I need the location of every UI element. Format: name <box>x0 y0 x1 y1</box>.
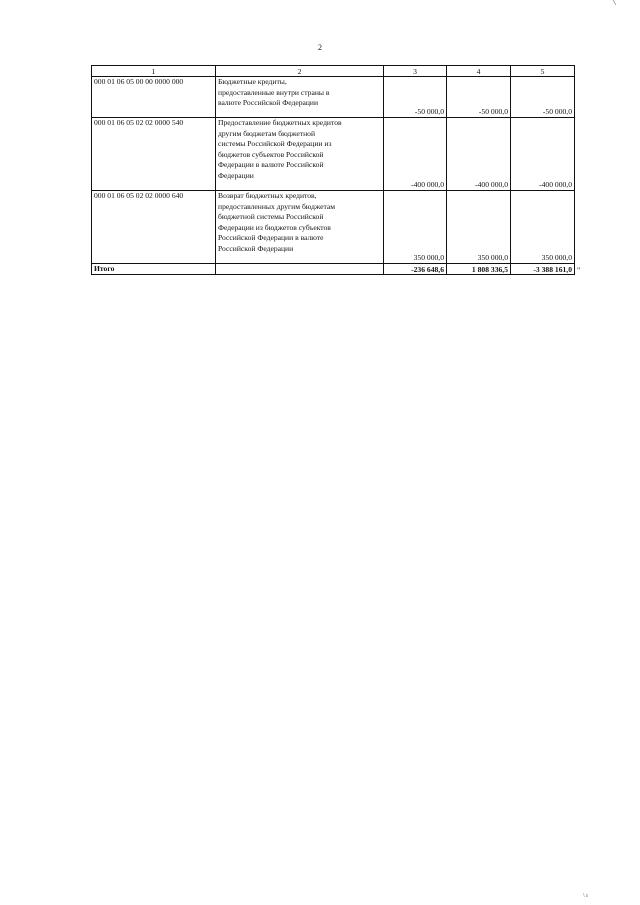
row-description: Возврат бюджетных кредитов, предоставленных другим бюджетам бюджетной системы Российской Федерации из бюджетов субъектов Российской Федерации в валюте Российской Федерации <box>216 191 384 264</box>
total-year-1: -236 648,6 <box>384 264 447 275</box>
closing-quote-mark: " <box>577 266 581 275</box>
value-year-1: -50 000,0 <box>384 77 447 118</box>
scan-corner-mark <box>611 0 619 8</box>
classification-code: 000 01 06 05 00 00 0000 000 <box>92 77 216 118</box>
sources-of-financing-table <box>91 65 575 275</box>
total-empty-cell <box>216 264 384 275</box>
classification-code: 000 01 06 05 02 02 0000 640 <box>92 191 216 264</box>
total-label: Итого <box>92 264 216 275</box>
classification-code: 000 01 06 05 02 02 0000 540 <box>92 118 216 191</box>
value-year-3: -50 000,0 <box>511 77 575 118</box>
value-year-3: -400 000,0 <box>511 118 575 191</box>
total-row <box>92 264 575 275</box>
column-header-4: 4 <box>447 66 511 77</box>
value-year-1: 350 000,0 <box>384 191 447 264</box>
column-number-header-row <box>92 66 575 77</box>
row-description: Предоставление бюджетных кредитов другим бюджетам бюджетной системы Российской Федерации из бюджетов субъектов Российской Федерации в валюте Российской Федерации <box>216 118 384 191</box>
column-header-5: 5 <box>511 66 575 77</box>
column-header-3: 3 <box>384 66 447 77</box>
table-row <box>92 118 575 191</box>
total-year-3: -3 388 161,0 <box>511 264 575 275</box>
table-row <box>92 191 575 264</box>
value-year-2: -400 000,0 <box>447 118 511 191</box>
table-row <box>92 77 575 118</box>
column-header-1: 1 <box>92 66 216 77</box>
scan-artifact-mark: \ ı <box>583 893 588 899</box>
row-description: Бюджетные кредиты, предоставленные внутри страны в валюте Российской Федерации <box>216 77 384 118</box>
page-number: 2 <box>318 43 322 52</box>
value-year-3: 350 000,0 <box>511 191 575 264</box>
total-year-2: 1 808 336,5 <box>447 264 511 275</box>
column-header-2: 2 <box>216 66 384 77</box>
value-year-1: -400 000,0 <box>384 118 447 191</box>
value-year-2: 350 000,0 <box>447 191 511 264</box>
value-year-2: -50 000,0 <box>447 77 511 118</box>
